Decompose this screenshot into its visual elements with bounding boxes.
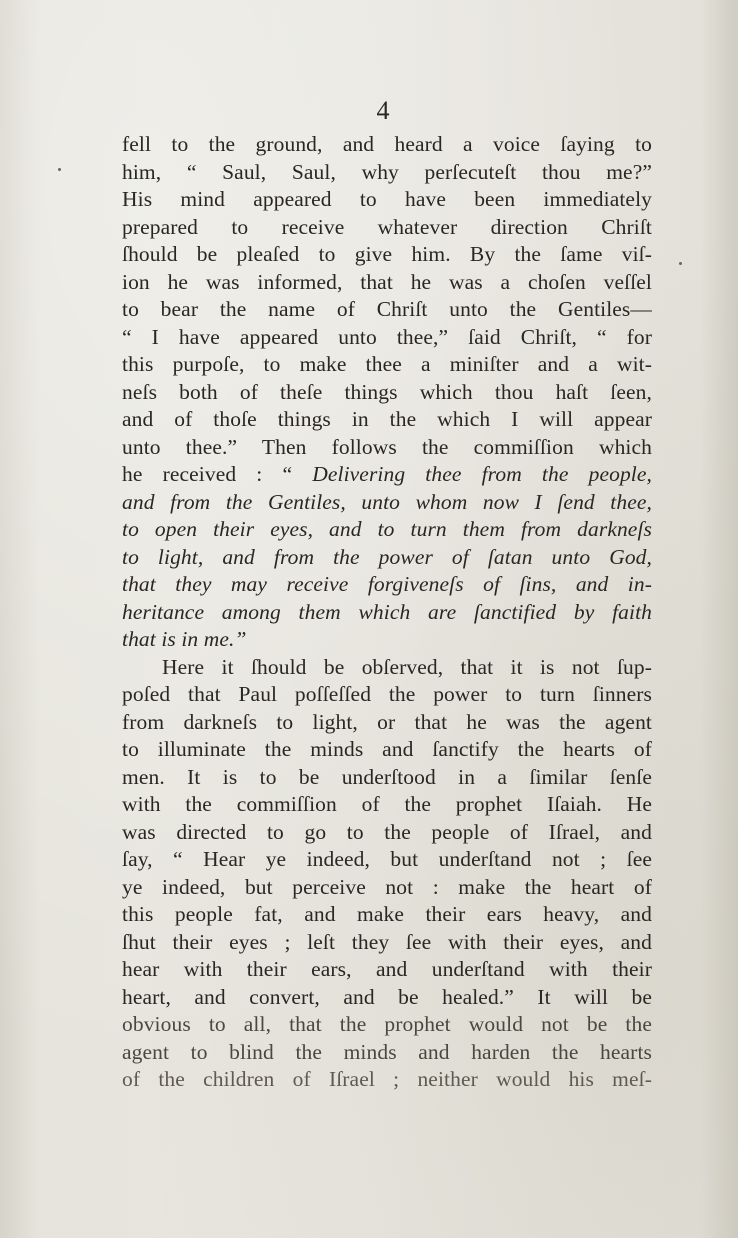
- italic-text-segment: Delivering thee from the people,: [312, 462, 652, 486]
- text-line: of the children of Iſrael ; neither would his meſ-: [122, 1067, 652, 1091]
- italic-text-line: that they may receive forgiveneſs of ſins, and in-: [122, 572, 652, 596]
- body-text: [122, 131, 652, 1094]
- paragraph-first-line: Here it ſhould be obſerved, that it is not ſup-: [162, 654, 652, 679]
- text-line: ion he was informed, that he was a choſen veſſel: [122, 269, 652, 294]
- italic-text-line: to light, and from the power of ſatan unto God,: [122, 544, 652, 569]
- text-line: poſed that Paul poſſeſſed the power to turn ſinners: [122, 682, 652, 706]
- italic-text-line: that is in me.”: [122, 627, 247, 651]
- text-line: him, “ Saul, Saul, why perſecuteſt thou me?”: [122, 159, 652, 184]
- ink-speck: [679, 262, 682, 265]
- page-number: 4: [376, 96, 390, 125]
- text-line: to bear the name of Chriſt unto the Gentiles—: [122, 297, 652, 321]
- text-line: His mind appeared to have been immediately: [122, 187, 652, 211]
- text-line: hear with their ears, and underſtand with their: [122, 957, 652, 981]
- plain-text-segment: he received : “: [122, 462, 313, 486]
- text-line: unto thee.” Then follows the commiſſion which: [122, 434, 652, 459]
- text-line: this people fat, and make their ears heavy, and: [122, 902, 652, 926]
- ink-speck: [58, 168, 61, 171]
- text-line: from darkneſs to light, or that he was the agent: [122, 709, 652, 734]
- text-line: this purpoſe, to make thee a miniſter and a wit-: [122, 352, 652, 376]
- italic-text-line: and from the Gentiles, unto whom now I ſend thee,: [122, 489, 652, 514]
- text-line: and of thoſe things in the which I will appear: [122, 407, 652, 431]
- text-line: men. It is to be underſtood in a ſimilar ſenſe: [122, 764, 652, 789]
- text-line: neſs both of theſe things which thou haſt ſeen,: [122, 379, 652, 404]
- text-line-mixed: [122, 461, 652, 489]
- text-line: heart, and convert, and be healed.” It will be: [122, 984, 652, 1009]
- text-line: ye indeed, but perceive not : make the heart of: [122, 874, 652, 899]
- text-line: to illuminate the minds and ſanctify the hearts of: [122, 737, 652, 761]
- text-line: prepared to receive whatever direction Chriſt: [122, 214, 652, 239]
- text-line: ſhut their eyes ; leſt they ſee with their eyes, and: [122, 929, 652, 954]
- text-line: “ I have appeared unto thee,” ſaid Chriſt, “ for: [122, 324, 652, 349]
- text-line: fell to the ground, and heard a voice ſaying to: [122, 132, 652, 156]
- text-line: agent to blind the minds and harden the hearts: [122, 1039, 652, 1064]
- text-line: ſhould be pleaſed to give him. By the ſame viſ-: [122, 242, 652, 266]
- text-line: ſay, “ Hear ye indeed, but underſtand not ; ſee: [122, 847, 652, 871]
- text-line: was directed to go to the people of Iſrael, and: [122, 819, 652, 844]
- text-line: obvious to all, that the prophet would not be the: [122, 1012, 652, 1036]
- italic-text-line: heritance among them which are ſanctified by faith: [122, 599, 652, 624]
- text-line: with the commiſſion of the prophet Iſaiah. He: [122, 792, 652, 816]
- italic-text-line: to open their eyes, and to turn them from darkneſs: [122, 517, 652, 541]
